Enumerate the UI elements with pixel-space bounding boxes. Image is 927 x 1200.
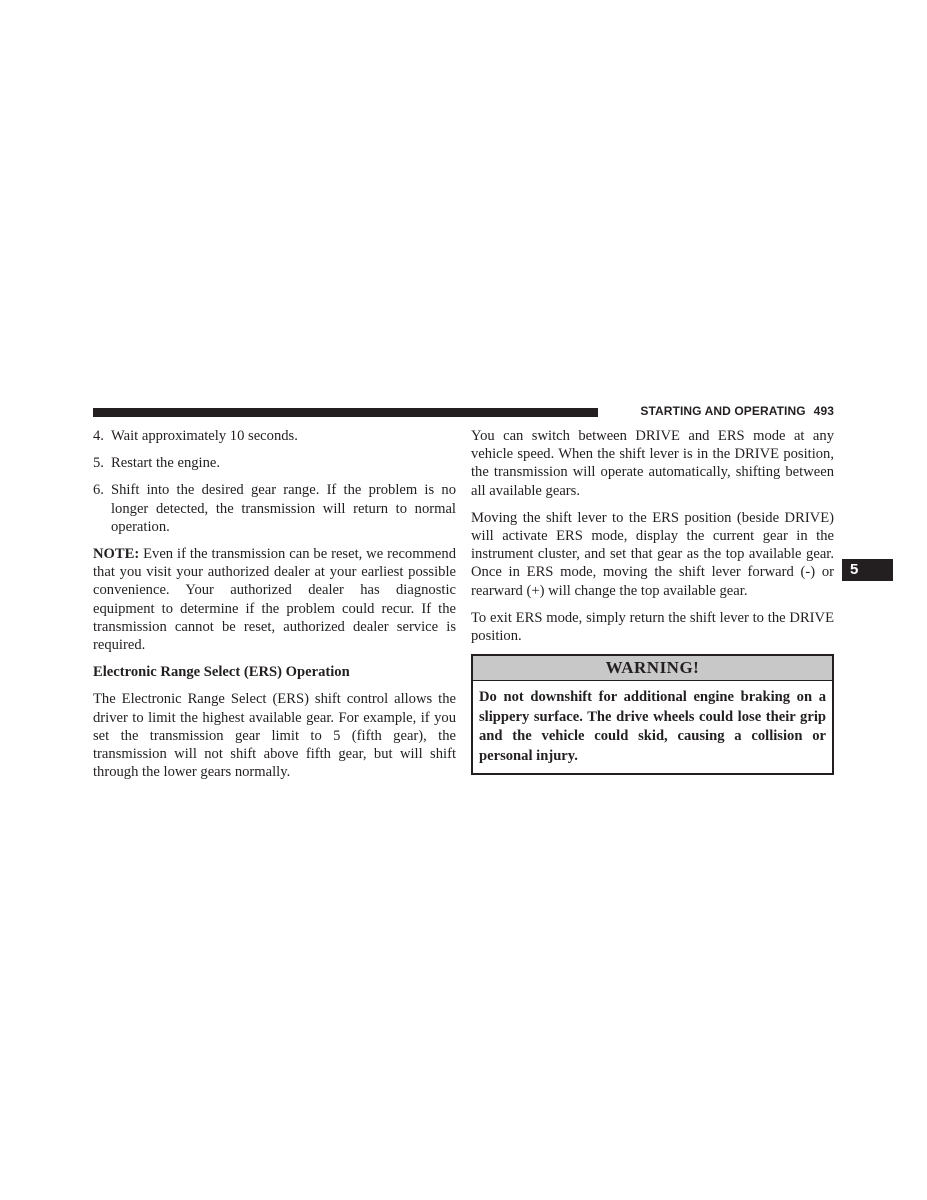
chapter-number: 5 bbox=[850, 561, 859, 578]
warning-text: Do not downshift for additional engine braking on a slippery surface. The drive wheels could lose their grip and the vehicle could skid, causing a collision or personal injury. bbox=[479, 689, 826, 764]
step-text: Restart the engine. bbox=[111, 455, 221, 472]
warning-box bbox=[471, 654, 834, 775]
step-item bbox=[93, 481, 456, 536]
step-text: Wait approximately 10 seconds. bbox=[111, 428, 298, 444]
chapter-tab bbox=[842, 559, 893, 581]
body-paragraph: To exit ERS mode, simply return the shift lever to the DRIVE position. bbox=[471, 609, 834, 645]
note-paragraph bbox=[93, 545, 456, 654]
ers-paragraph: The Electronic Range Select (ERS) shift control allows the driver to limit the highest available gear. For example, if you set the transmission gear limit to 5 (fifth gear), the transmission will not shift above fifth gear, but will shift through the lower gears normally. bbox=[93, 691, 456, 781]
section-title: STARTING AND OPERATING bbox=[640, 404, 806, 418]
page-number: 493 bbox=[813, 404, 834, 418]
section-heading: Electronic Range Select (ERS) Operation bbox=[93, 664, 350, 681]
body-paragraph: You can switch between DRIVE and ERS mode at any vehicle speed. When the shift lever is in the DRIVE position, the transmission will operate automatically, shifting between all available gears. bbox=[471, 428, 834, 499]
left-column bbox=[93, 427, 456, 790]
step-number: 5. bbox=[93, 455, 104, 472]
note-text: Even if the transmission can be reset, we recommend that you visit your authorized dealer at your earliest possible convenience. Your authorized dealer has diagnostic equipment to determine if the problem could recur. If the transmission cannot be reset, authorized dealer service is required. bbox=[93, 546, 456, 654]
step-number: 6. bbox=[93, 482, 104, 499]
running-header bbox=[607, 404, 834, 418]
step-item bbox=[93, 454, 456, 472]
warning-title: WARNING! bbox=[473, 656, 832, 681]
body-paragraph: Moving the shift lever to the ERS position (beside DRIVE) will activate ERS mode, display the current gear in the instrument cluster, and set that gear as the top available gear. Once in ERS mode, moving the shift lever forward (-) or rearward (+) will change the top available gear. bbox=[471, 509, 834, 599]
note-label: NOTE: bbox=[93, 546, 140, 563]
step-text: Shift into the desired gear range. If the problem is no longer detected, the transmission will return to normal operation. bbox=[111, 482, 456, 535]
header-rule bbox=[93, 408, 598, 417]
right-column bbox=[471, 427, 834, 775]
step-item bbox=[93, 427, 456, 445]
step-number: 4. bbox=[93, 428, 104, 444]
